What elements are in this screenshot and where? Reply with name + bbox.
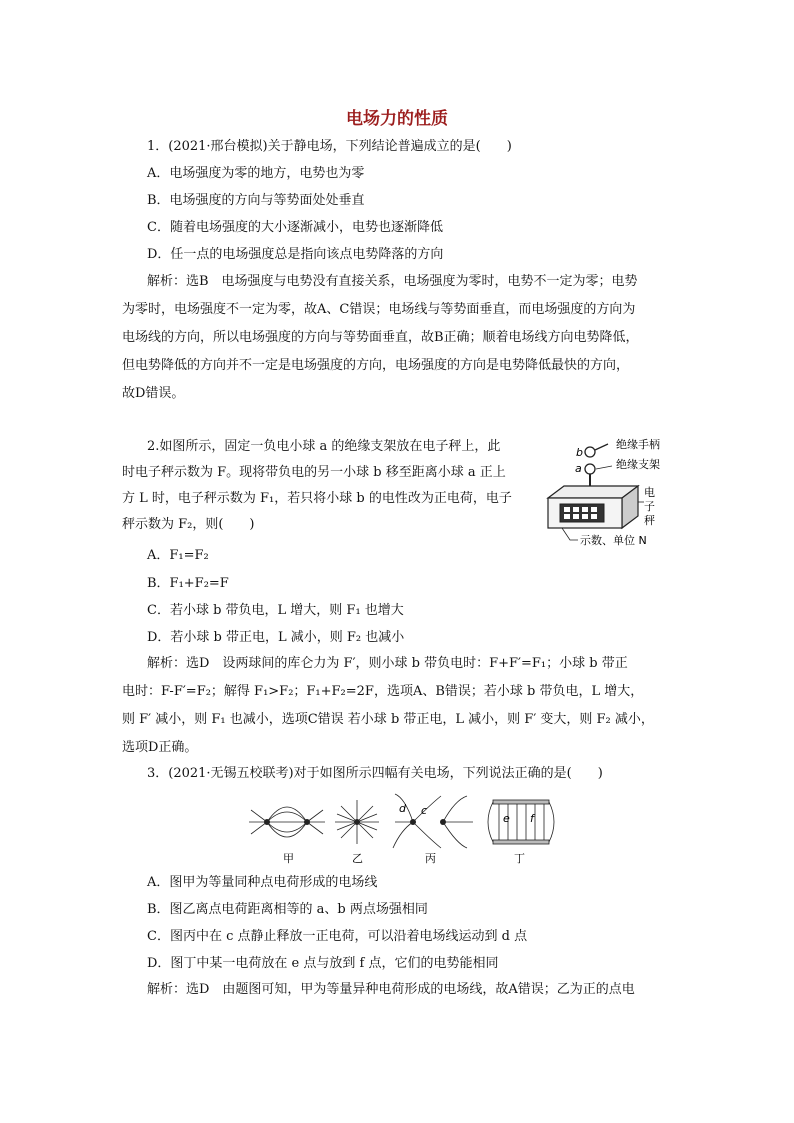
scale-display [560,504,604,522]
q2-option-b: B．F₁+F₂=F [147,576,229,591]
q2-option-a: A．F₁=F₂ [147,548,209,563]
q1-option-b: B．电场强度的方向与等势面处处垂直 [147,193,365,208]
q1-stem: 1．(2021·邢台模拟)关于静电场，下列结论普遍成立的是( ) [147,139,512,154]
q2-option-d: D．若小球 b 带正电，L 减小，则 F₂ 也减小 [147,630,405,645]
q2-analysis-line: 电时：F-F′=F₂；解得 F₁>F₂；F₁+F₂=2F，选项A、B错误；若小球 b 带负电，L 增大， [122,684,644,699]
ball-a [585,464,595,474]
q1-analysis-line: 为零时，电场强度不一定为零，故A、C错误；电场线与等势面垂直，而电场强度的方向为 [122,302,636,317]
point-c-label: c [421,804,428,817]
figure-jia-label: 甲 [283,852,294,865]
handle-label: 绝缘手柄 [616,438,660,451]
dipole-field [249,807,325,837]
q3-option-a: A．图甲为等量同种点电荷形成的电场线 [147,875,378,890]
q2-option-c: C．若小球 b 带负电，L 增大，则 F₁ 也增大 [147,603,404,618]
page-title: 电场力的性质 [346,109,448,129]
q2-analysis-line: 则 F′ 减小，则 F₁ 也减小，选项C错误 若小球 b 带正电，L 减小，则 F′ 变大，则 F₂ 减小， [122,712,654,727]
electronic-scale-figure [540,436,690,552]
figure-yi-label: 乙 [352,852,363,865]
point-e-label: e [503,812,510,825]
q1-analysis-line: 但电势降低的方向并不一定是电场强度的方向，电场强度的方向是电势降低最快的方向， [122,358,630,373]
q2-analysis-line: 选项D正确。 [122,740,198,755]
q1-option-c: C．随着电场强度的大小逐渐减小，电势也逐渐降低 [147,220,443,235]
q2-stem-line: 秤示数为 F₂，则( ) [122,517,255,532]
q1-analysis [122,268,678,408]
figure-ding-label: 丁 [514,852,525,865]
scale-label-2: 子 [644,500,655,513]
point-f-label: f [530,812,534,825]
reading-label: 示数、单位 N [580,534,647,547]
q3-stem: 3．(2021·无锡五校联考)对于如图所示四幅有关电场，下列说法正确的是( ) [147,766,603,781]
q2-analysis-line: 解析：选D 设两球间的库仑力为 F′，则小球 b 带负电时：F+F′=F₁；小球 b 带正 [147,656,628,671]
q1-option-a: A．电场强度为零的地方，电势也为零 [147,166,365,181]
field-lines-figure [245,790,565,866]
scale-label-1: 电 [644,486,655,499]
insulated-handle [595,444,608,450]
q3-option-c: C．图丙中在 c 点静止释放一正电荷，可以沿着电场线运动到 d 点 [147,929,528,944]
q2-stem [122,434,537,538]
q3-option-b: B．图乙离点电荷距离相等的 a、b 两点场强相同 [147,902,428,917]
point-d-label: d [399,802,406,815]
parallel-plates-field [488,800,554,844]
q2-stem-line: 时电子秤示数为 F。现将带负电的另一小球 b 移至距离小球 a 正上 [122,465,506,480]
scale-label-3: 秤 [644,514,655,527]
stand-label: 绝缘支架 [616,458,660,471]
ball-b-label: b [576,446,583,459]
q1-analysis-line: 解析：选B 电场强度与电势没有直接关系，电场强度为零时，电势不一定为零；电势 [147,274,638,289]
ball-b [585,447,595,457]
q1-analysis-line: 故D错误。 [122,386,185,401]
ball-a-label: a [575,462,582,475]
q2-stem-line: 方 L 时，电子秤示数为 F₁，若只将小球 b 的电性改为正电荷，电子 [122,491,512,506]
q3-analysis [122,976,678,1004]
q1-analysis-line: 电场线的方向，所以电场强度的方向与等势面垂直，故B正确；顺着电场线方向电势降低， [122,330,639,345]
q3-analysis-line: 解析：选D 由题图可知，甲为等量异种电荷形成的电场线，故A错误；乙为正的点电 [147,982,635,997]
figure-bing-label: 丙 [425,852,436,865]
q1-option-d: D．任一点的电场强度总是指向该点电势降落的方向 [147,247,444,262]
q2-analysis [122,650,678,762]
q2-stem-line: 2.如图所示，固定一负电小球 a 的绝缘支架放在电子秤上，此 [147,439,501,454]
q3-option-d: D．图丁中某一电荷放在 e 点与放到 f 点，它们的电势能相同 [147,956,499,971]
